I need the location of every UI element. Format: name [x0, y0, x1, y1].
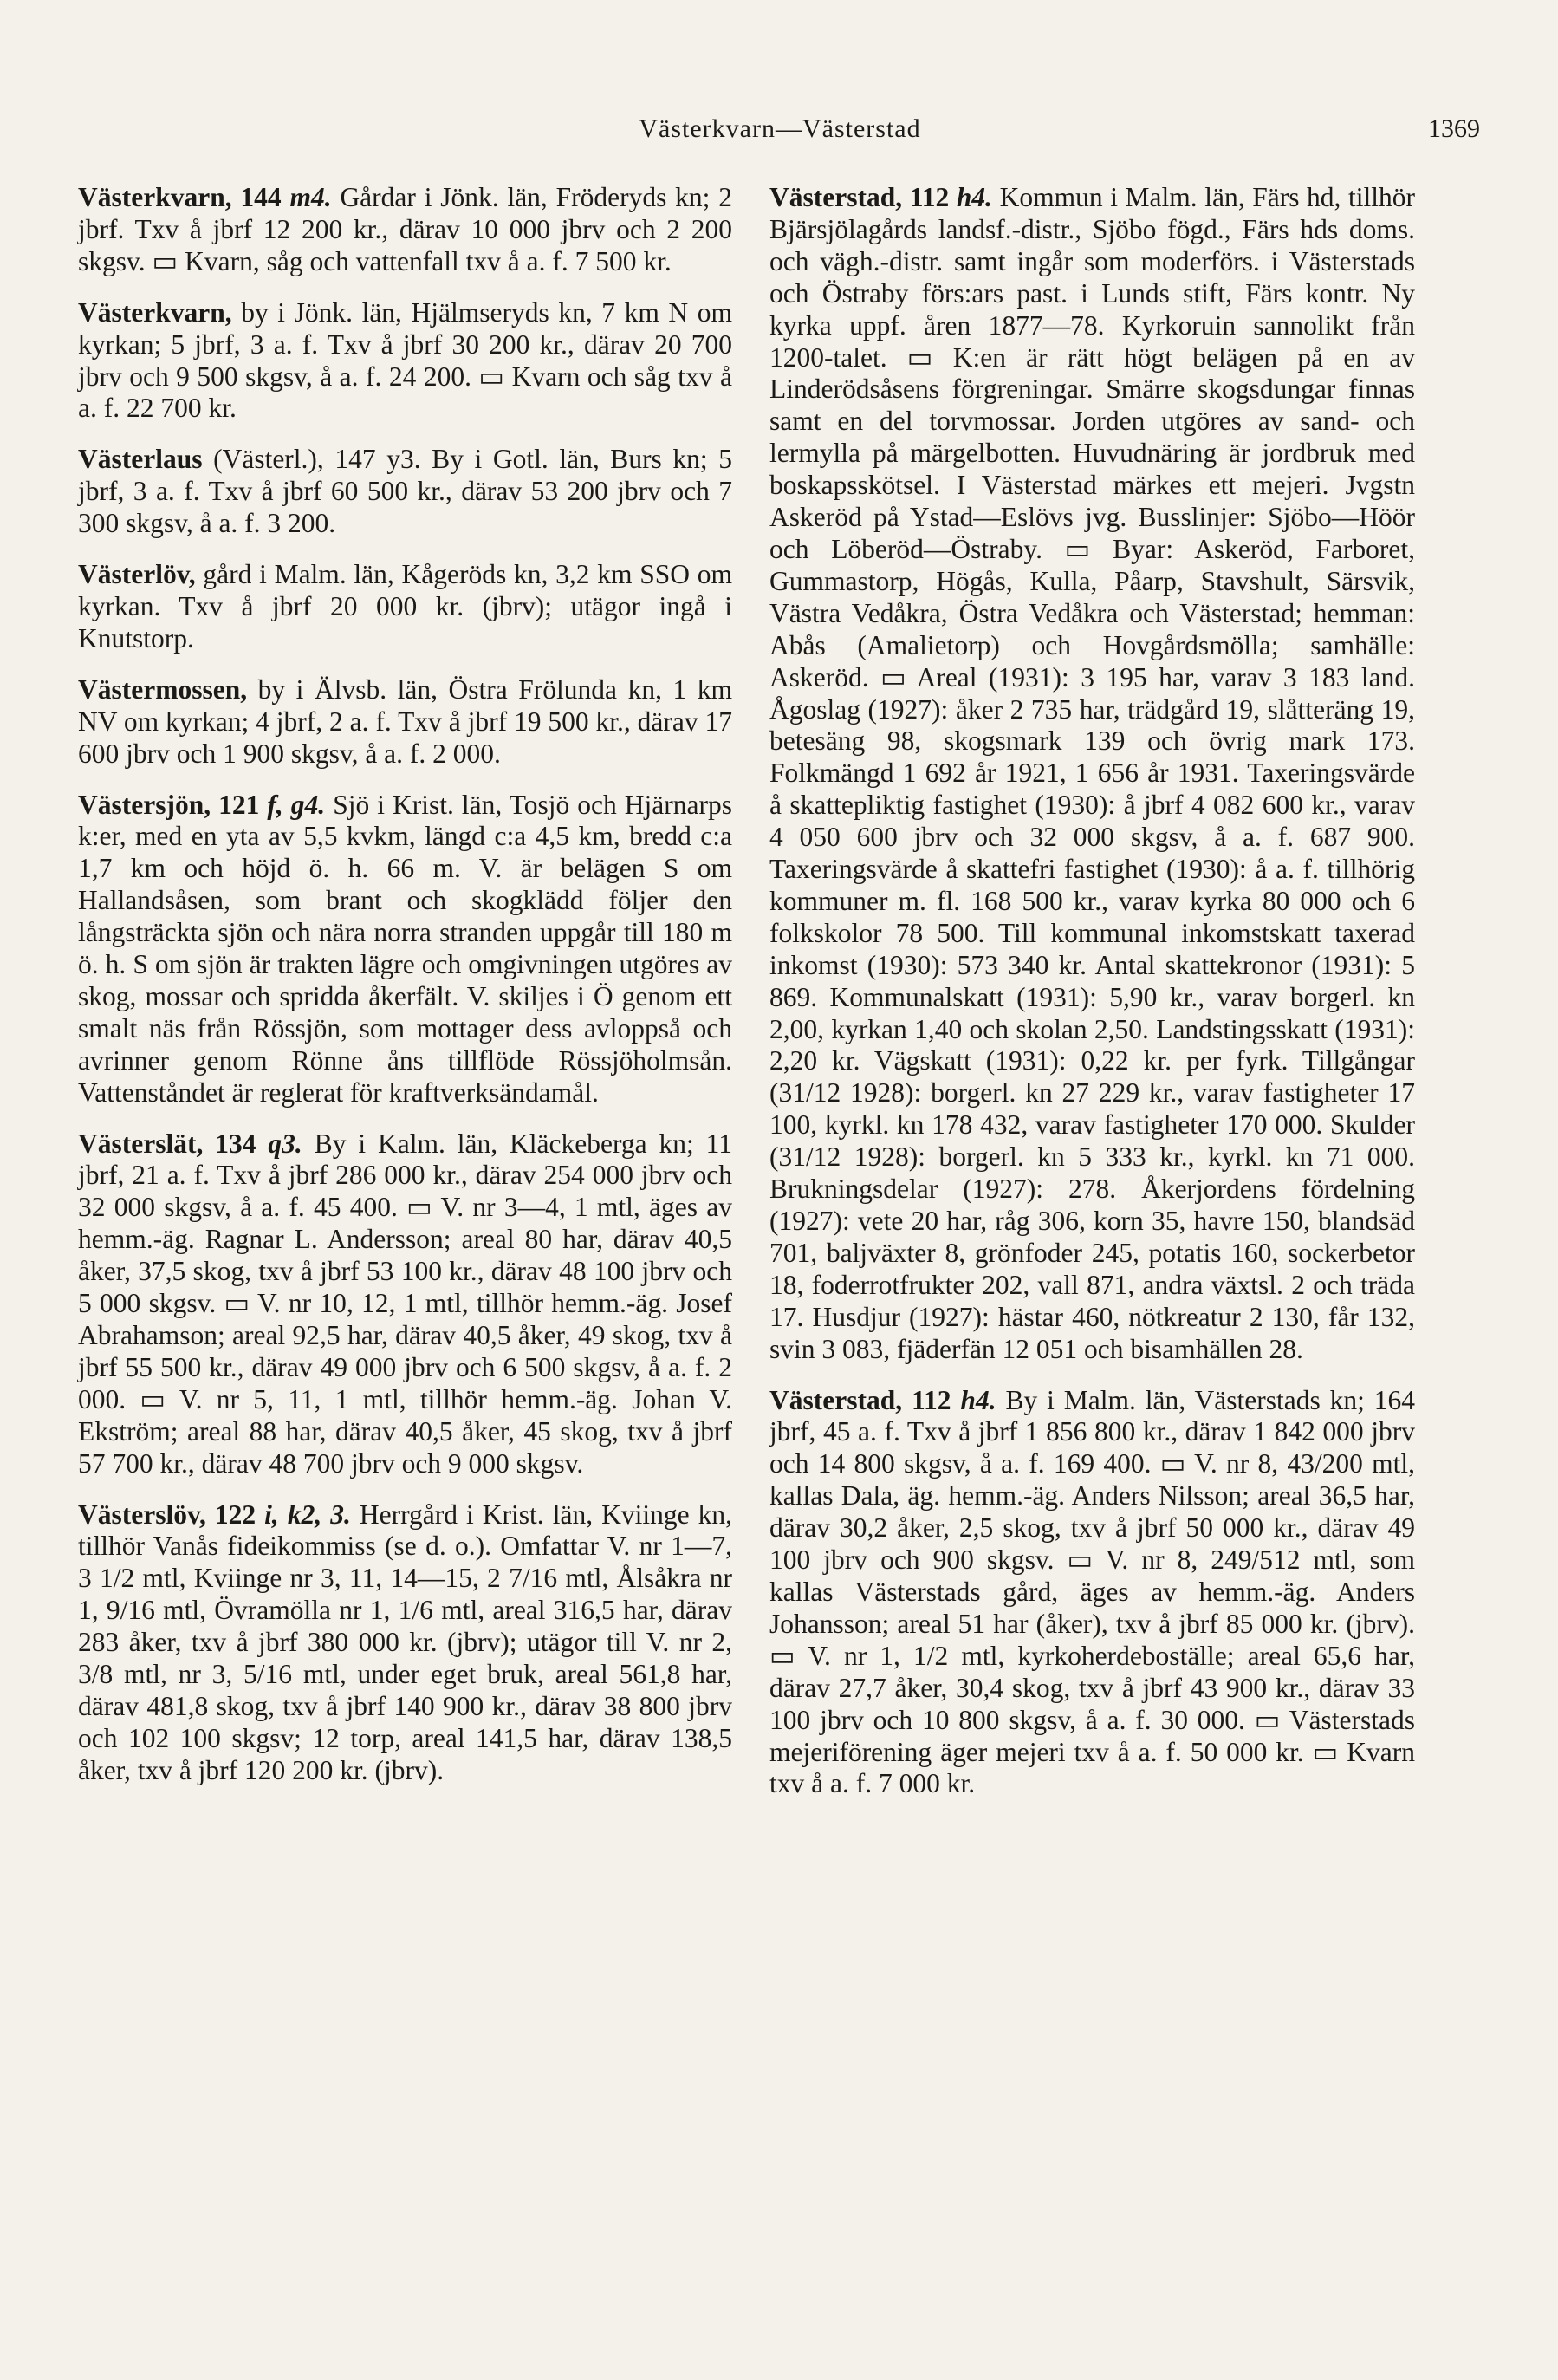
entry-text: By i Kalm. län, Kläckeberga kn; 11 jbrf, 21 a. f. Txv å jbrf 286 000 kr., därav 254 000 jbrv och 32 000 skgsv, å a. f. 45 400. ▭ V. nr 3—4, 1 mtl, äges av hemm.-äg. Ragnar L. Andersson; areal 80 har, därav 40,5 åker, 37,5 skog, txv å jbrf 53 100 kr., därav 48 100 jbrv och 5 000 skgsv. ▭ V. nr 10, 12, 1 mtl, tillhör hemm.-äg. Josef Abrahamson; areal 92,5 har, därav 40,5 åker, 49 skog, txv å jbrf 55 500 kr., därav 49 000 jbrv och 6 500 skgsv, å a. f. 2 000. ▭ V. nr 5, 11, 1 mtl, tillhör hemm.-äg. Johan V. Ekström; areal 88 har, därav 40,5 åker, 45 skog, txv å jbrf 57 700 kr., därav 48 700 jbrv och 9 000 skgsv. [78, 1128, 733, 1479]
entry-text: By i Malm. län, Västerstads kn; 164 jbrf, 45 a. f. Txv å jbrf 1 856 800 kr., därav 1 842 000 jbrv och 14 800 skgsv, å a. f. 169 400. ▭ V. nr 8, 43/200 mtl, kallas Dala, äg. hemm.-äg. Anders Nilsson; areal 36,5 har, därav 30,2 åker, 2,5 skog, txv å jbrf 50 000 kr., därav 49 100 jbrv och 900 skgsv. ▭ V. nr 8, 249/512 mtl, som kallas Västerstads gård, äges av hemm.-äg. Anders Johansson; areal 51 har (åker), txv å jbrf 85 000 kr. (jbrv). ▭ V. nr 1, 1/2 mtl, kyrkoherdeboställe; areal 65,6 har, därav 27,7 åker, 30,4 skog, txv å jbrf 43 900 kr., därav 33 100 jbrv och 10 800 skgsv, å a. f. 30 000. ▭ Västerstads mejeriförening äger mejeri txv å a. f. 50 000 kr. ▭ Kvarn txv å a. f. 7 000 kr. [769, 1384, 1416, 1799]
headword: Västerslöv, 122 [78, 1499, 256, 1530]
entry [78, 790, 732, 1109]
map-reference: h4. [956, 182, 992, 212]
map-reference: f, g4. [267, 789, 326, 820]
headword: Västerstad, 112 [769, 1384, 951, 1415]
right-column [769, 182, 1415, 1819]
headword: Västerlöv, [78, 559, 196, 590]
entry [78, 674, 732, 771]
entry [78, 182, 732, 278]
entry-text: (Västerl.), 147 y3. By i Gotl. län, Burs kn; 5 jbrf, 3 a. f. Txv å jbrf 60 500 kr., därav 53 200 jbrv och 7 300 skgsv, å a. f. 3 200. [78, 444, 732, 539]
running-title: Västerkvarn—Västerstad [639, 114, 921, 143]
entry-text: gård i Malm. län, Kågeröds kn, 3,2 km SSO om kyrkan. Txv å jbrf 20 000 kr. (jbrv); utägor ingå i Knutstorp. [78, 559, 733, 654]
map-reference: m4. [289, 182, 332, 212]
headword: Västerslät, 134 [78, 1128, 256, 1159]
entry-text: Kommun i Malm. län, Färs hd, tillhör Bjärsjölagårds landsf.-distr., Sjöbo fögd., Färs hds doms. och vägh.-distr. samt ingår som moderförs. i Västerstads och Östraby förs:ars past. i Lunds stift, Färs kontr. Ny kyrka uppf. åren 1877—78. Kyrkoruin sannolikt från 1200-talet. ▭ K:en är rätt högt belägen på en av Linderödsåsens förgreningar. Smärre skogsdungar finnas samt en del torvmossar. Jorden utgöres av sand- och lermylla på märgelbotten. Huvudnäring är jordbruk med boskapsskötsel. I Västerstad märkes ett mejeri. Jvgstn Askeröd på Ystad—Eslövs jvg. Busslinjer: Sjöbo—Höör och Löberöd—Östraby. ▭ Byar: Askeröd, Farboret, Gummastorp, Högås, Kulla, Påarp, Stavshult, Särsvik, Västra Vedåkra, Östra Vedåkra och Västerstad; hemman: Abås (Amalietorp) och Hovgårdsmölla; samhälle: Askeröd. ▭ Areal (1931): 3 195 har, varav 3 183 land. Ågoslag (1927): åker 2 735 har, trädgård 19, slåtteräng 19, betesäng 98, skogsmark 139 och övrig mark 173. Folkmängd 1 692 år 1921, 1 656 år 1931. Taxeringsvärde å skattepliktig fastighet (1930): å jbrf 4 082 600 kr., varav 4 050 600 jbrv och 32 000 skgsv, å a. f. 687 900. Taxeringsvärde å skattefri fastighet (1930): å a. f. tillhörig kommuner m. fl. 168 500 kr., varav kyrka 80 000 och 6 folkskolor 78 500. Till kommunal inkomstskatt taxerad inkomst (1930): 573 340 kr. Antal skattekronor (1931): 5 869. Kommunalskatt (1931): 5,90 kr., varav borgerl. kn 2,00, kyrkan 1,40 och skolan 2,50. Landstingsskatt (1931): 2,20 kr. Vägskatt (1931): 0,22 kr. per fyrk. Tillgångar (31/12 1928): borgerl. kn 27 229 kr., varav fastigheter 17 100, kyrkl. kn 178 432, varav fastigheter 170 000. Skulder (31/12 1928): borgerl. kn 5 333 kr., kyrkl. kn 71 000. Brukningsdelar (1927): 278. Åkerjordens fördelning (1927): vete 20 har, råg 306, korn 35, havre 150, blandsäd 701, baljväxter 8, grönfoder 245, potatis 160, sockerbetor 18, foderrotfrukter 202, vall 871, andra växtsl. 2 och träda 17. Husdjur (1927): hästar 460, nötkreatur 2 130, får 132, svin 3 083, fjäderfän 12 051 och bisamhällen 28. [769, 182, 1416, 1364]
entry [769, 182, 1415, 1366]
entry [78, 297, 732, 426]
entry-text: Gårdar i Jönk. län, Fröderyds kn; 2 jbrf. Txv å jbrf 12 200 kr., därav 10 000 jbrv och 2 200 skgsv. ▭ Kvarn, såg och vattenfall txv å a. f. 7 500 kr. [78, 182, 732, 276]
entry [78, 444, 732, 540]
entry [769, 1385, 1415, 1801]
entry-text: Herrgård i Krist. län, Kviinge kn, tillhör Vanås fideikommiss (se d. o.). Omfattar V. nr 1—7, 3 1/2 mtl, Kviinge nr 3, 11, 14—15, 2 7/16 mtl, Ålsåkra nr 1, 9/16 mtl, Övramölla nr 1, 1/6 mtl, areal 316,5 har, därav 283 åker, txv å jbrf 380 000 kr. (jbrv); utägor till V. nr 2, 3/8 mtl, nr 3, 5/16 mtl, under eget bruk, areal 561,8 har, därav 481,8 skog, txv å jbrf 140 900 kr., därav 38 800 jbrv och 102 100 skgsv; 12 torp, areal 141,5 har, därav 138,5 åker, txv å jbrf 120 200 kr. (jbrv). [78, 1499, 732, 1785]
headword: Västerstad, 112 [769, 182, 950, 212]
entry-text: Sjö i Krist. län, Tosjö och Hjärnarps k:er, med en yta av 5,5 kvkm, längd c:a 4,5 km, bredd c:a 1,7 km och höjd ö. h. 66 m. V. är belägen S om Hallandsåsen, som brant och skogklädd följer den långsträckta sjön och nära norra stranden uppgår till 180 m ö. h. S om sjön är trakten lägre och omgivningen utgöres av skog, mossar och spridda åkerfält. V. skiljes i Ö genom ett smalt näs från Rössjön, som mottager dess avloppså och avrinner genom Rönne åns tillflöde Rössjöholmsån. Vattenståndet är reglerat för kraftverksändamål. [78, 789, 733, 1108]
headword: Västerlaus [78, 444, 203, 475]
entry [78, 1499, 732, 1787]
entry [78, 1128, 732, 1480]
headword: Västersjön, 121 [78, 789, 260, 820]
entry-text: by i Jönk. län, Hjälmseryds kn, 7 km N om kyrkan; 5 jbrf, 3 a. f. Txv å jbrf 30 200 kr., därav 20 700 jbrv och 9 500 skgsv, å a. f. 24 200. ▭ Kvarn och såg txv å a. f. 22 700 kr. [78, 296, 733, 424]
page-number: 1369 [1428, 114, 1480, 143]
entry [78, 559, 732, 655]
headword: Västerkvarn, 144 [78, 182, 282, 212]
map-reference: i, k2, 3. [264, 1499, 351, 1530]
map-reference: h4. [960, 1384, 996, 1415]
headword: Västermossen, [78, 673, 248, 705]
entry-text: by i Älvsb. län, Östra Frölunda kn, 1 km NV om kyrkan; 4 jbrf, 2 a. f. Txv å jbrf 19 500 kr., därav 17 600 jbrv och 1 900 skgsv, å a. f. 2 000. [78, 673, 733, 769]
headword: Västerkvarn, [78, 296, 232, 328]
map-reference: q3. [268, 1128, 302, 1159]
left-column [78, 182, 732, 1806]
